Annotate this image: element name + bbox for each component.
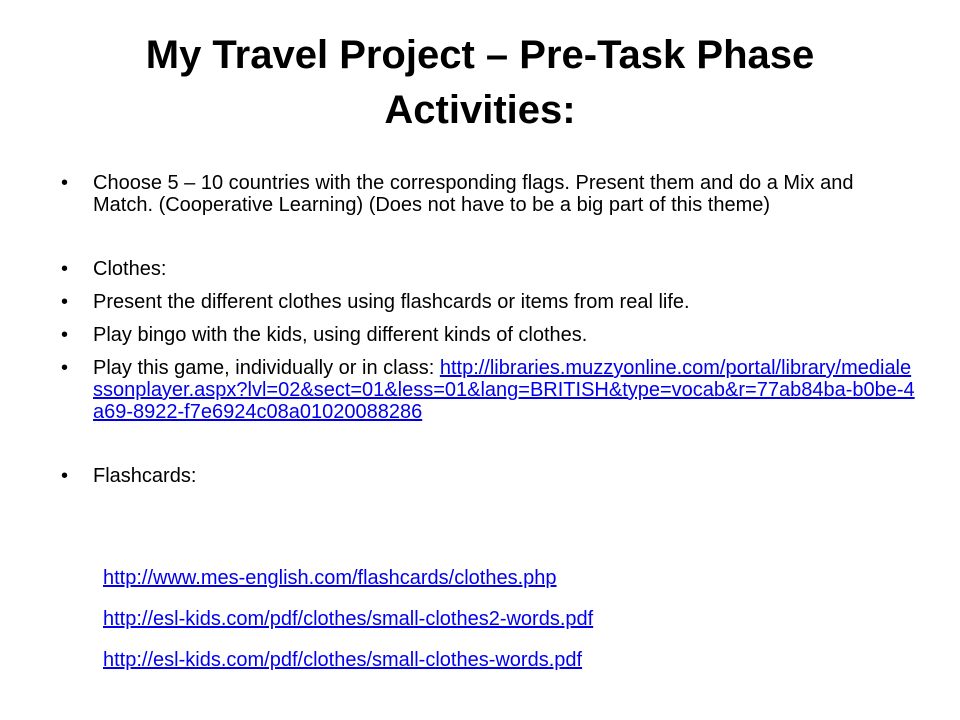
bullet-game [93,357,918,423]
flashcard-links [103,567,593,690]
bullet-flashcards-heading: • Flashcards: [93,465,918,487]
bullet-clothes-heading: • Clothes: [93,258,918,280]
bullet-bingo: • Play bingo with the kids, using different kinds of clothes. [93,324,918,346]
bullet-countries: • Choose 5 – 10 countries with the corresponding flags. Present them and do a Mix and Match. (Cooperative Learning) (Does not have to be a big part of this theme) [93,172,918,216]
bullet-game-text: Play this game, individually or in class: [93,357,435,379]
muzzy-game-link[interactable]: http://libraries.muzzyonline.com/portal/library/medialessonplayer.aspx?lvl=02&sect=01&less=01&lang=BRITISH&type=vocab&r=77ab84ba-b0be-4a69-8922-f7e6924c08a01020088286 [93,357,915,423]
flashcard-link-mes-english[interactable]: http://www.mes-english.com/flashcards/clothes.php [103,567,557,589]
bullet-list [93,172,918,487]
slide-title: My Travel Project – Pre-Task Phase Activities: [145,33,815,132]
bullet-present-clothes: • Present the different clothes using flashcards or items from real life. [93,291,918,313]
flashcard-link-small-clothes2[interactable]: http://esl-kids.com/pdf/clothes/small-clothes2-words.pdf [103,608,594,630]
flashcard-link-small-clothes[interactable]: http://esl-kids.com/pdf/clothes/small-clothes-words.pdf [103,649,583,671]
